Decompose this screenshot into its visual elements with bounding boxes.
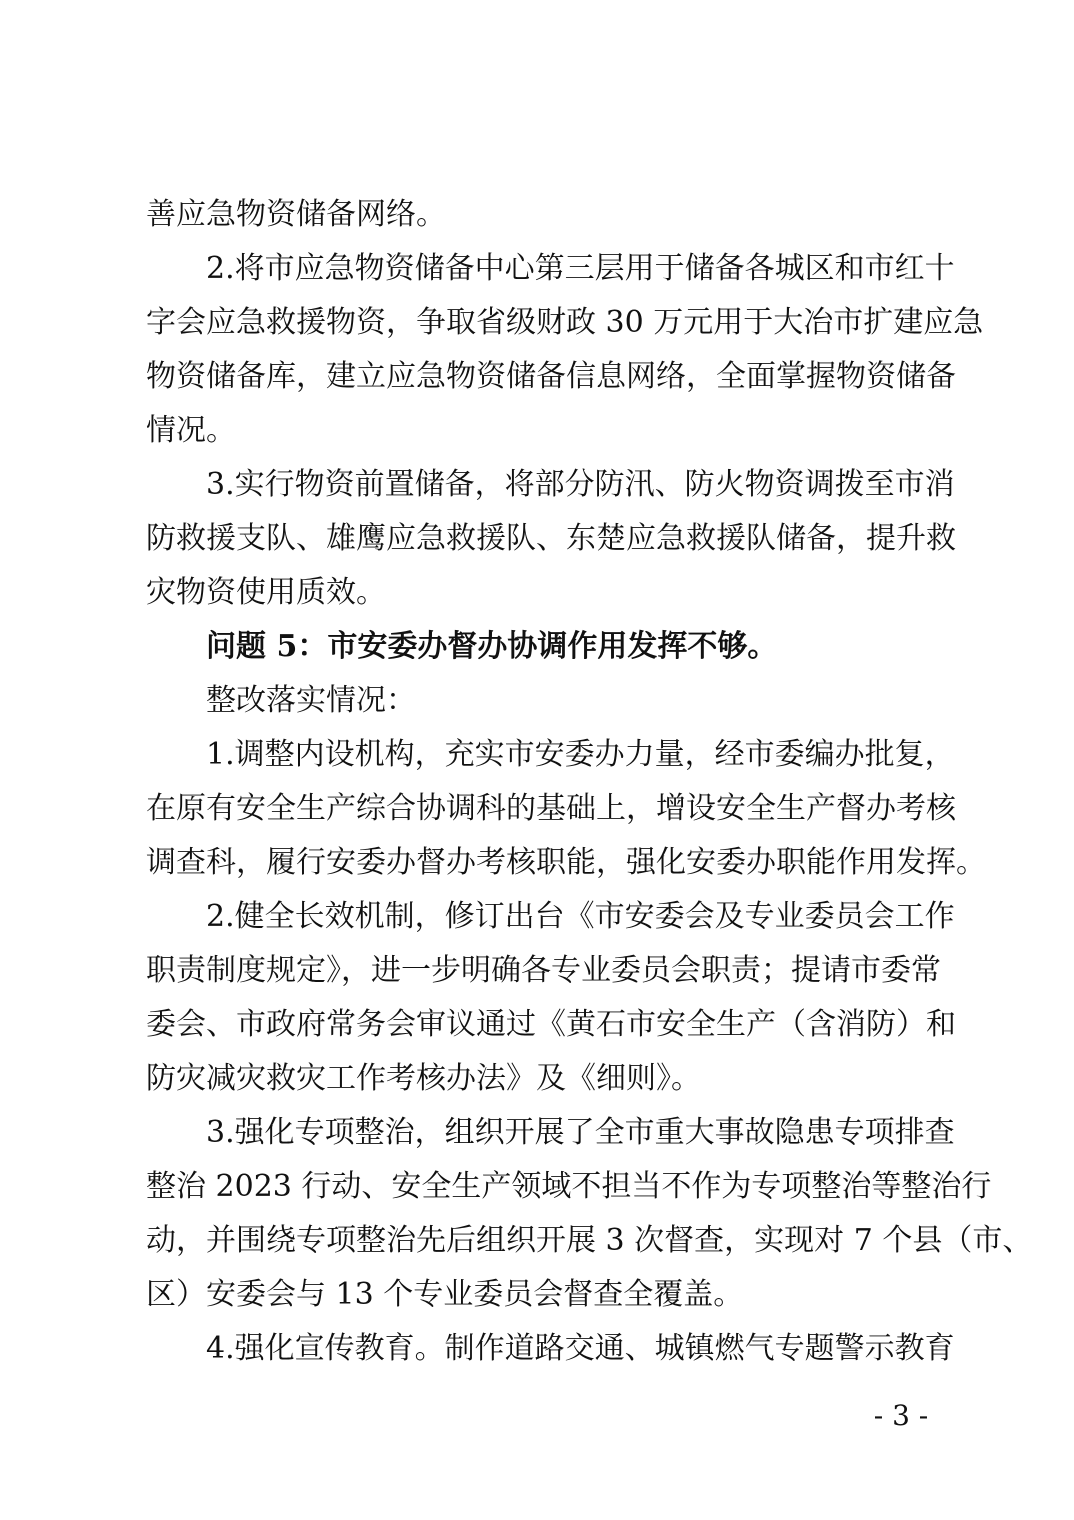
text-line: 善应急物资储备网络。 [146,197,446,232]
text-line: 整改落实情况： [206,683,416,718]
text-line: 3.强化专项整治，组织开展了全市重大事故隐患专项排查 [206,1115,955,1150]
paragraph [146,890,956,1106]
text-line: 字会应急救援物资，争取省级财政 30 万元用于大冶市扩建应急 [146,305,984,340]
paragraph [146,242,984,458]
text-line: 1.调整内设机构，充实市安委办力量，经市委编办批复， [206,737,955,772]
text-line: 整治 2023 行动、安全生产领域不担当不作为专项整治等整治行 [146,1169,992,1204]
text-line: 防灾减灾救灾工作考核办法》及《细则》。 [146,1061,701,1096]
paragraph [146,728,986,890]
page-number: - 3 - [873,1399,929,1432]
text-line: 动，并围绕专项整治先后组织开展 3 次督查，实现对 7 个县（市、 [146,1223,1033,1258]
subsection-label [146,674,936,728]
text-line: 问题 5：市安委办督办协调作用发挥不够。 [206,629,778,664]
text-line: 物资储备库，建立应急物资储备信息网络，全面掌握物资储备 [146,359,956,394]
paragraph [146,458,956,620]
document-body [146,188,1033,1376]
text-line: 调查科，履行安委办督办考核职能，强化安委办职能作用发挥。 [146,845,986,880]
paragraph [146,188,936,242]
text-line: 2.健全长效机制，修订出台《市安委会及专业委员会工作 [206,899,955,934]
text-line: 2.将市应急物资储备中心第三层用于储备各城区和市红十 [206,251,955,286]
text-line: 区）安委会与 13 个专业委员会督查全覆盖。 [146,1277,744,1312]
text-line: 在原有安全生产综合协调科的基础上，增设安全生产督办考核 [146,791,956,826]
paragraph [146,1322,955,1376]
text-line: 3.实行物资前置储备，将部分防汛、防火物资调拨至市消 [206,467,955,502]
text-line: 灾物资使用质效。 [146,575,386,610]
text-line: 职责制度规定》，进一步明确各专业委员会职责；提请市委常 [146,953,941,988]
section-heading [146,620,936,674]
text-line: 委会、市政府常务会审议通过《黄石市安全生产（含消防）和 [146,1007,956,1042]
text-line: 情况。 [146,413,236,448]
text-line: 4.强化宣传教育。制作道路交通、城镇燃气专题警示教育 [206,1331,955,1366]
paragraph [146,1106,1033,1322]
text-line: 防救援支队、雄鹰应急救援队、东楚应急救援队储备，提升救 [146,521,956,556]
